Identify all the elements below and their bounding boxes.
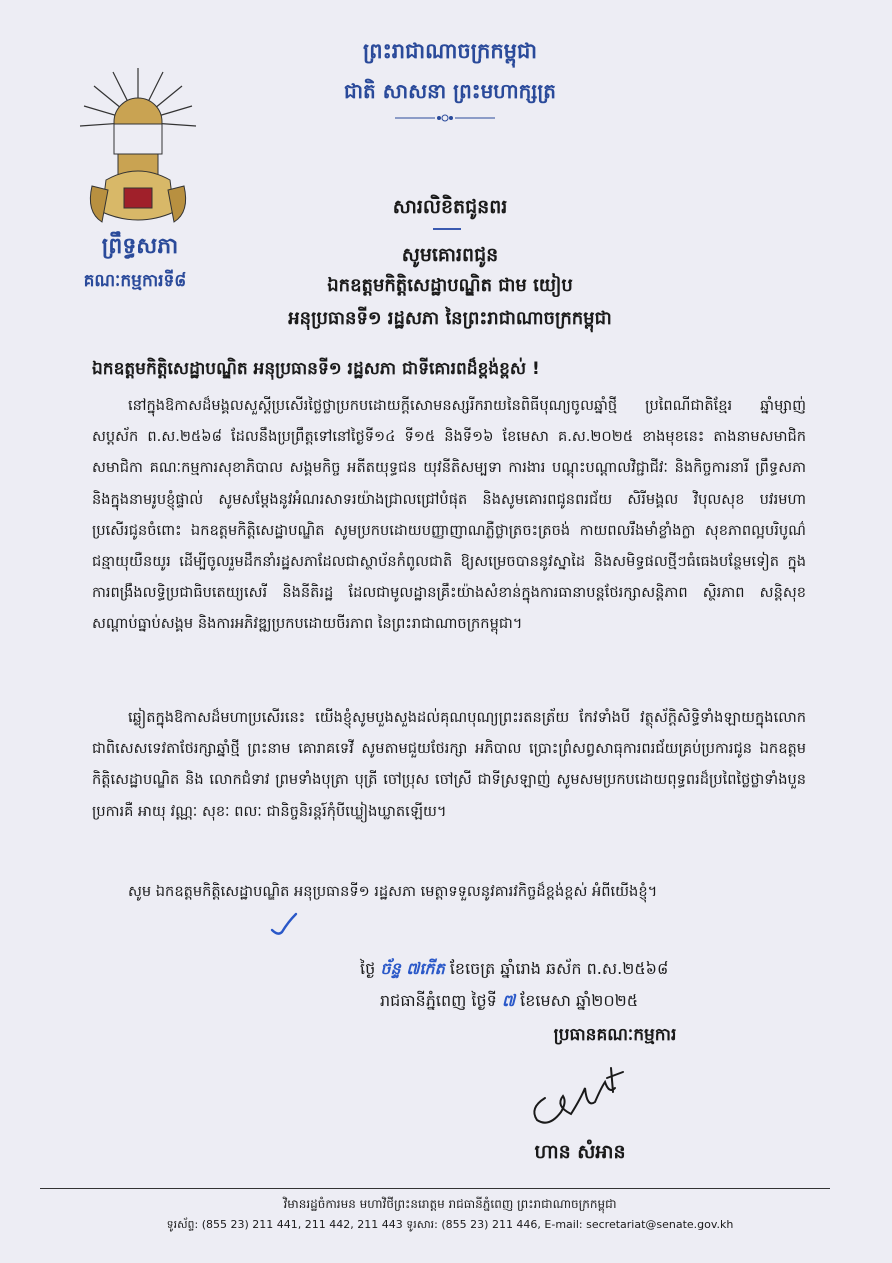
footer-address: វិមានរដ្ឋចំការមន មហាវិថីព្រះនរោត្តម រាជធានីភ្នំពេញ ព្រះរាជាណាចក្រកម្ពុជា [283,1197,617,1211]
lunar-date-handwritten: ច័ន្ទ ៧កើត [380,959,445,978]
kingdom-header: ព្រះរាជាណាចក្រកម្ពុជា [362,38,537,63]
recipient-role: អនុប្រធានទី១ រដ្ឋសភា នៃព្រះរាជាណាចក្រកម្ពុជា [288,308,612,329]
national-motto: ជាតិ សាសនា ព្រះមហាក្សត្រ [344,79,556,103]
title-divider [433,228,461,230]
lunar-date-prefix: ថ្ងៃ [360,959,376,978]
organization-name: ព្រឹទ្ធសភា [101,233,179,259]
footer-divider [40,1188,830,1189]
body-paragraph: នៅក្នុងឱកាសដ៏មង្គលសួស្តីប្រសើរថ្លៃថ្លាប្រកបដោយក្តីសោមនស្សរីករាយនៃពិធីបុណ្យចូលឆ្នាំថ្មី ប្រពៃណីជាតិខ្មែរ ឆ្នាំម្សាញ់ សប្តស័ក ព.ស.២៥៦៨ ដែលនឹងប្រព្រឹត្តទៅនៅថ្ងៃទី១៤ ទី១៥ និងទី១៦ ខែមេសា គ.ស.២០២៥ ខាងមុខនេះ តាងនាមសមាជិក សមាជិកា គណៈកម្មការសុខាភិបាល សង្គមកិច្ច អតីតយុទ្ធជន យុវនីតិសម្បទា ការងារ បណ្តុះបណ្តាលវិជ្ជាជីវៈ និងកិច្ចការនារី ព្រឹទ្ធសភា និងក្នុងនាមរូបខ្ញុំផ្ទាល់ សូមសម្តែងនូវអំណរសាទរយ៉ាងជ្រាលជ្រៅបំផុត និងសូមគោរពជូនពរជ័យ សិរីមង្គល វិបុលសុខ បវរមហាប្រសើរជូនចំពោះ ឯកឧត្តមកិត្តិសេដ្ឋាបណ្ឌិត សូមប្រកបដោយបញ្ញាញាណភ្លឺថ្លាត្រចះត្រចង់ កាយពលរឹងមាំខ្លាំងក្លា សុខភាពល្អបរិបូណ៌ ជន្មាយុយឺនយូរ ដើម្បីចូលរួមដឹកនាំរដ្ឋសភាដែលជាស្ថាប័នកំពូលជាតិ ឱ្យសម្រេចបាននូវស្នាដៃ និងសមិទ្ធផលថ្មីៗធំធេងបន្ថែមទៀត ក្នុងការពង្រឹងលទ្ធិប្រជាធិបតេយ្យសេរី និងនីតិរដ្ឋ ដែលជាមូលដ្ឋានគ្រឹះយ៉ាងសំខាន់ក្នុងការធានាបន្តថែរក្សាសន្តិភាព ស្ថិរភាព សន្តិសុខ សណ្តាប់ធ្នាប់សង្គម និងការអភិវឌ្ឍប្រកបដោយចីរភាព នៃព្រះរាជាណាចក្រកម្ពុជា។ [92,397,806,633]
footer-contact: ទូរស័ព្ទ: (855 23) 211 441, 211 442, 211 443 ទូរសារ: (855 23) 211 446, E-mail: secretariat@senate.gov.kh [166,1218,734,1231]
letter-title: សារលិខិតជូនពរ [392,196,508,218]
handwritten-signature [515,1058,635,1138]
closing-paragraph: សូម ឯកឧត្តមកិត្តិសេដ្ឋាបណ្ឌិត អនុប្រធានទី១ រដ្ឋសភា មេត្តាទទួលនូវគារវកិច្ចដ៏ខ្ពង់ខ្ពស់ អំពីយើងខ្ញុំ។ [128,883,658,900]
solar-date-rest: ខែមេសា ឆ្នាំ២០២៥ [520,991,639,1010]
senate-emblem-logo [78,62,198,232]
signer-name: ហាន សំអាន [534,1141,626,1163]
salutation: ឯកឧត្តមកិត្តិសេដ្ឋាបណ្ឌិត អនុប្រធានទី១ រដ្ឋសភា ជាទីគោរពដ៏ខ្ពង់ខ្ពស់ ! [92,359,540,379]
respect-line: សូមគោរពជូន [401,244,499,266]
body-paragraph: ឆ្លៀតក្នុងឱកាសដ៏មហាប្រសើរនេះ យើងខ្ញុំសូមបួងសួងដល់គុណបុណ្យព្រះរតនត្រ័យ កែវទាំងបី វត្ថុស័ក្តិសិទ្ធិទាំងឡាយក្នុងលោក ជាពិសេសទេវតាថែរក្សាឆ្នាំថ្មី ព្រះនាម គោរាគទេវី សូមតាមជួយថែរក្សា អភិបាល ប្រោះព្រំសព្វសាធុការពរជ័យគ្រប់ប្រការជូន ឯកឧត្តមកិត្តិសេដ្ឋាបណ្ឌិត និង លោកជំទាវ ព្រមទាំងបុត្រា បុត្រី ចៅប្រុស ចៅស្រី ជាទីស្រឡាញ់ សូមសមប្រកបដោយពុទ្ធពរដ៏ប្រពៃថ្លៃថ្លាទាំងបួនប្រការគឺ អាយុ វណ្ណៈ សុខៈ ពលៈ ជានិច្ចនិរន្តរ៍កុំបីឃ្លៀងឃ្លាតឡើយ។ [92,709,806,820]
solar-date-prefix: រាជធានីភ្នំពេញ ថ្ងៃទី [380,991,497,1010]
solar-date-handwritten: ៧ [501,991,516,1010]
handwritten-check-mark [268,910,298,938]
signer-title: ប្រធានគណៈកម្មការ [553,1025,677,1045]
lunar-date-rest: ខែចេត្រ ឆ្នាំរោង ឆស័ក ព.ស.២៥៦៨ [449,959,669,978]
ornament-divider [395,112,495,124]
lunar-date [360,958,800,982]
solar-date [380,990,800,1014]
committee-name: គណៈកម្មការទី៨ [83,271,187,291]
recipient-name: ឯកឧត្តមកិត្តិសេដ្ឋាបណ្ឌិត ជាម យៀប [327,275,573,296]
